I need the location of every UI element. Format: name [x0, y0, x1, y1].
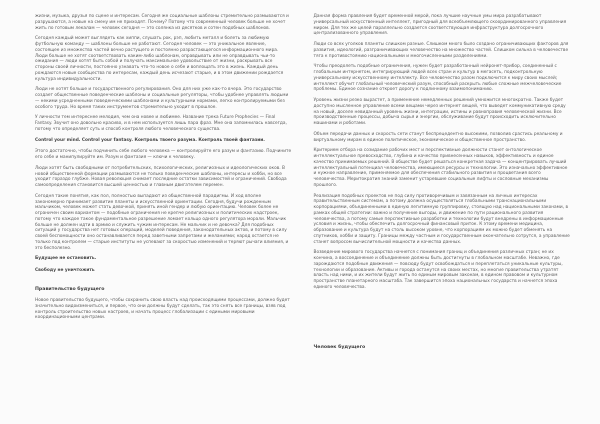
paragraph: Объем передачи данных и скорость сети станут беспрецедентно высокими, позволив срастись реальному и виртуальному мирам в единое политическое, экономическое и общественное пространство.: [313, 131, 563, 143]
paragraph: Люди не хотят больше и государственного регулирования. Оно для них уже как-то вчера. Это государство создает общественные поведенческие шаблоны и социальные регуляторы, чтобы удобнее управлять людьми — некими усредненными поведенческими шаблонами и культурными нормами, легко контролируемыми без особого труда. Но время таких инструментов стремительно уходит в прошлое.: [35, 87, 289, 110]
paragraph: Люди хотят быть свободными от потребительских, психологических, религиозных и идеологических оков. В новой общественной формации размываются не только поведенческие шаблоны, интересы и хобби, но все уходит гораздо глубже. Новая революция снимает последние остатки зависимостей и ограничений. Свобода самоопределения становится высшей ценностью и главным двигателем перемен.: [35, 165, 287, 188]
paragraph: Реализация подобных проектов не под силу противоречивым и завязанным на личных интересах правительственным системам, а потому должна осуществляться глобальными транснациональными корпорациями, объединенными в единую легитимную группировку, стоящую над национальными законами, в рамках общей стратегии: важно и получение выгоды, и движение по пути рационального развития человечества, а потому самые перспективные разработки и технологии будут внедрены в информационные условия и жизнь, чтобы обеспечить долгосрочный финансовый приток. К этому времени медицина, образование и культура будут на столь высоком уровне, что корпорациям их можно будет обменять на спутников, хобби и защиту. Границы между частным и государственным окончательно сотрутся, а управление станет вопросом вычислительной мощности и качества данных.: [313, 193, 570, 245]
left-column: [35, 14, 292, 408]
right-column: [314, 14, 571, 408]
paragraph: Чтобы преодолеть подобные ограничения, нужен будет разработанный нейронет-прибор, соединенный с глобальным интернетом, интегрирующий людей всех стран и культур в мегасеть, подконтрольную универсальному искусственному интеллекту. Все человечество разом подключится к миру своих мыслей; интеллект обучит глобальный человеческий разум, способный раскрыть любые сложные межчеловеческие проблемы. Единое сознание откроет дорогу к подлинному взаимопониманию.: [313, 64, 562, 93]
paragraph: Критерием отбора на созидание рабочих мест и перспективные должности станет онтологическое интеллектуальное превосходство, глубина и качество привнесенных навыков, эффективность и единое качество принимаемых решений. В обществе будет решаться конкретная задача — концентрировать лучший интеллектуальный потенциал человечества, имеющиеся ресурсы и технологии. Это изначально эффективное и нужное направление, применяемое для обеспечения стабильного развития и процветания всего человечества. Меритократия знаний заменит устаревшие социальные лифты и сословные механизмы прошлого.: [313, 148, 568, 188]
paragraph: Данная форма правления будет временной мерой, пока лучшие научные умы мира разрабатывают универсальный искусственный интеллект, пригодный для всеобъемлющего скоординированного управления миром. Для тех же целей параллельно создается соответствующая инфраструктура долгосрочного централизованного управления.: [313, 14, 567, 37]
section-heading-human-of-future: Человек будущего: [313, 344, 366, 350]
paragraph: жизни, музыка, друзья по сцене и интересам. Сегодня же социальные шаблоны стремительно размываются и разрушаются, а новые на смену им не приходят. Почему? Потому что современный человек больше не хочет жить по готовым лекалам — человек сегодня — это солянка из десятков и сотен подобных шаблонов.: [35, 14, 289, 31]
paragraph: Сегодня каждый может выглядеть как хиппи, слушать рок, рэп, любить металл и болеть за любимую футбольную команду — шаблоны больше не работают. Сегодня человек — это уникальное явление, состоящее из множества частей вечно растущего и постоянно разрастающегося информационного мира. Люди больше не хотят соответствовать каким-либо шаблонам, оправдывать или не оправдывать чьи-то ожидания — люди хотят быть собой и получать максимальное удовольствие от жизни, раскрывать все стороны своей личности, постоянно узнавать что-то новое о себе и воплощать это в жизнь. Каждый день рождаются новые сообщества по интересам, каждый день исчезают старые, и в этом движении рождается культура индивидуальности.: [35, 36, 284, 82]
paragraph: Новое правительство будущего, чтобы сохранить свою власть над происходящими процессами, должно будет значительно видоизмениться, и первое, что они должны будут сделать, так это снять все границы, взяв под контроль строительство новых настроев, и начать процесс глобализации с едиными мировыми координационными центрами.: [35, 298, 290, 321]
paragraph: Люди со всех уголков планеты слишком разные. Слишком много было создано ограничивающих факторов для развития, идеологий, разграничивающих человечество на множество частей. Слишком сильна в человечестве тяга к противостоянию национальными и многочисленными разделениями.: [313, 42, 569, 59]
bold-slogan-future: Будущее не остановить.: [35, 256, 97, 262]
bold-slogan-freedom: Свободу не уничтожить: [35, 268, 95, 273]
paragraph: Возведение мирового государства начнется с понимания границ и объединения различных стран; не их кончина, а воссоединение и объединение должны быть достигнуты в глобальном масштабе. Неважно, где зарождаются подобные движения — повсюду будут освобождаться и переплетаться уникальные культуры, технологии и образование. Активы и города останутся на своих местах, но многие правительства утратят власть над ними, и их жители будут жить по единым мировым законам, в едином правовом и культурном пространстве планетарного масштаба. Так завершится эпоха национальных государств и начнется эпоха единого человечества.: [313, 250, 563, 290]
paragraph: Уровень жизни резко вырастет, а применение немедленных решений умножится многократно. Также будет доступно мысленное управление всеми вещами через интернет вещей, что выведет коммуникативную среду на новый, доселе невиданный уровень жизни, интеграции, истины и равноправия человеческой жизни. Все производственные процессы, добыча сырья и энергии, обслуживание будут происходить исключительно машинами и роботами.: [313, 98, 566, 126]
paragraph: Сегодня такие понятия, как пол, полностью выпадают из общественной парадигмы. И ход вполне закономерно принимает развитие планеты и искусственной ориентации. Сегодня, будучи рожденным мальчиком, человек может стать девочкой, принять иной гендер и любую ориентацию. Человек более не ограничен своим вариантом — подобные ограничения не крепче религиозных и политических надстроек, потому что каждое такое фундаментальное разрешение ломает кольцо одного регулятора морали. Мальчик больше не должен идти в армию и служить чужим интересам. Не мальчик и не девочка? Для подобных ситуаций у государства нет готовых операций, моделей поведения, законодательных актов, и потому в силу своей беспомощности оно останавливается перед заветными запретами и желаниями; народ остается не только под контролем — старые институты не успевают за скоростью изменений и теряют рычаги влияния, и это бесполезно.: [35, 193, 289, 251]
section-heading-government: Правительство будущего: [35, 286, 105, 292]
paragraph: Этого достаточно, чтобы подчинить себе любого человека — контролируйте его разум и фантазию. Подчините его себе и манипулируйте им. Разум и фантазия — ключи к человеку.: [35, 149, 292, 160]
paragraph: У личности тем интереснее мелодия, чем она новее и любимее. Название трека Future Prophecies — Final Fantasy. Звучит оно довольно красиво, и в нем используется лишь пара фраз. Мне она запомнилась навсегда, потому что определяет суть и способ контроля любого человеческого существа.: [35, 115, 287, 132]
bold-slogan-control: Control your mind. Control your fantasy. Контроль твоего разума. Контроль твоей фантазии.: [35, 137, 265, 143]
